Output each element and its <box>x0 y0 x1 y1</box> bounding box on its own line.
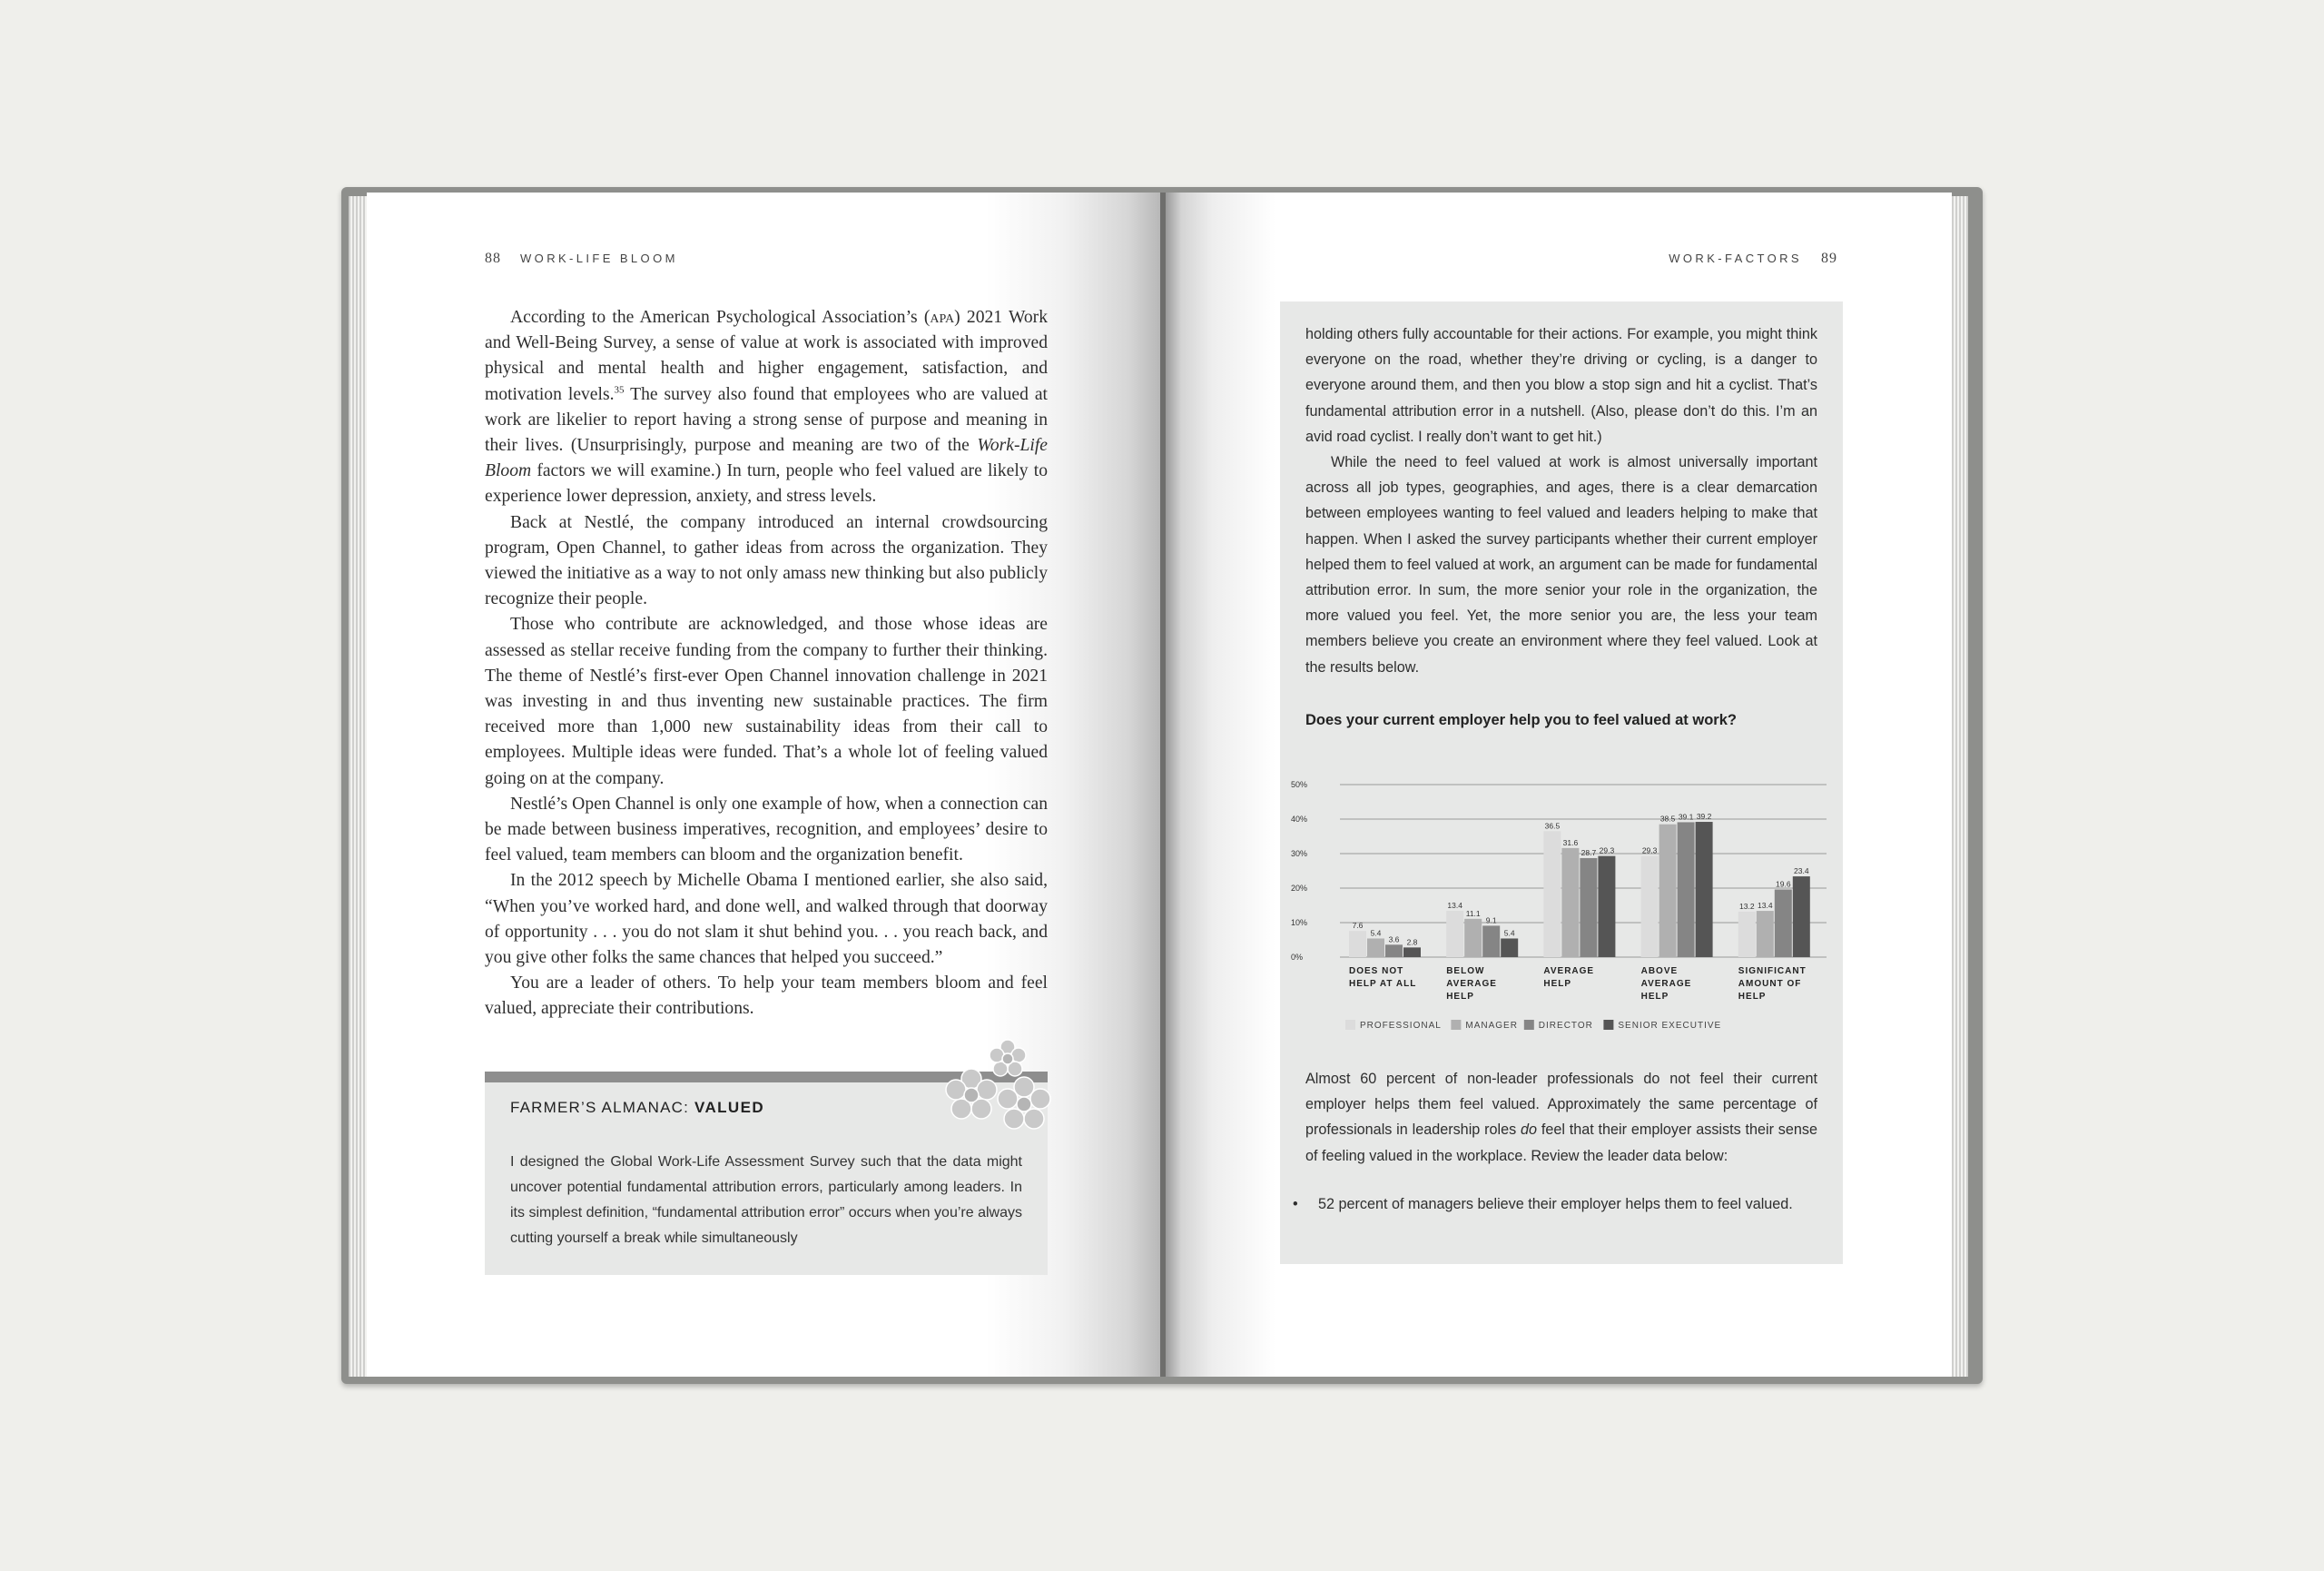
right-folio: 89 <box>1821 251 1837 266</box>
left-body-text <box>485 305 1048 1023</box>
y-tick-label: 50% <box>1291 780 1308 789</box>
sidebar-text: I designed the Global Work-Life Assessment Survey such that the data might uncover potential fundamental attribution errors, particularly among leaders. In its simplest definition, “fundamental attribution error” occurs when you’re always cutting yourself a break while simultaneously <box>510 1154 1022 1246</box>
bar <box>1501 938 1518 957</box>
data-label: 23.4 <box>1794 866 1809 876</box>
bar <box>1367 938 1384 957</box>
x-tick-label: SIGNIFICANT <box>1738 966 1807 976</box>
data-label: 39.1 <box>1678 812 1694 822</box>
x-tick-label: BELOW <box>1446 966 1485 976</box>
paragraph-1: According to the American Psychological Association’s (apa) 2021 Work and Well-Being Survey, a sense of value at work is associated with improved physical and mental health and higher engagement, satisfaction, and motivation levels.$^{35}$ The survey also found that employees who are valued at work are likelier to report having a strong sense of purpose and meaning in their lives. (Unsurprisingly, purpose and meaning are two of the Work-Life Bloom factors we will examine.) In turn, people who feel valued are likely to experience lower depression, anxiety, and stress levels. <box>485 308 1049 507</box>
bar <box>1580 858 1597 957</box>
data-label: 36.5 <box>1544 821 1561 831</box>
x-tick-label: AVERAGE <box>1446 979 1497 989</box>
legend-label: PROFESSIONAL <box>1360 1021 1442 1031</box>
paragraph-4: Nestlé’s Open Channel is only one example of how, when a connection can be made between business imperatives, recognition, and employees’ desire to feel valued, team members can bloom and the organization benefit. <box>485 794 1048 865</box>
right-running-head <box>1669 251 1837 267</box>
bar <box>1793 876 1810 957</box>
legend-swatch <box>1345 1020 1355 1030</box>
legend-swatch <box>1451 1020 1461 1030</box>
paragraph-2: Back at Nestlé, the company introduced an internal crowdsourcing program, Open Channel, to gather ideas from across the organization. They viewed the initiative as a way to not only amass new thinking but also publicly recognize their people. <box>485 512 1048 609</box>
data-label: 11.1 <box>1465 908 1481 918</box>
left-folio: 88 <box>485 251 501 266</box>
bar <box>1659 825 1677 957</box>
x-tick-label: HELP AT ALL <box>1349 979 1417 989</box>
paragraph-6: You are a leader of others. To help your team members bloom and feel valued, appreciate their contributions. <box>485 973 1048 1019</box>
y-tick-label: 30% <box>1291 849 1308 858</box>
data-label: 39.2 <box>1696 812 1712 822</box>
data-label: 5.4 <box>1503 928 1515 938</box>
left-running-head <box>485 251 678 267</box>
x-tick-label: AVERAGE <box>1640 979 1692 989</box>
flower-decoration-icon <box>933 1026 1060 1144</box>
x-tick-label: HELP <box>1738 992 1767 1002</box>
bar <box>1482 925 1500 957</box>
bar <box>1696 822 1713 957</box>
x-tick-label: AMOUNT OF <box>1738 979 1802 989</box>
bullet-item <box>1293 1191 1817 1217</box>
legend-label: DIRECTOR <box>1538 1021 1593 1031</box>
paragraph-5: In the 2012 speech by Michelle Obama I mentioned earlier, she also said, “When you’ve worked hard, and done well, and walked through that doorway of opportunity . . . you do not slam it shut behind you. . . you reach back, and you give other folks the same chances that helped you succeed.” <box>485 871 1048 968</box>
bar <box>1641 856 1659 957</box>
data-label: 7.6 <box>1352 921 1364 931</box>
legend-label: MANAGER <box>1465 1021 1518 1031</box>
data-label: 9.1 <box>1485 915 1497 925</box>
right-running-title: WORK-FACTORS <box>1669 252 1802 265</box>
bullet-symbol: • <box>1293 1196 1298 1212</box>
data-label: 19.6 <box>1776 879 1791 889</box>
bar <box>1598 856 1615 957</box>
y-tick-label: 10% <box>1291 918 1308 927</box>
data-label: 38.5 <box>1659 814 1676 824</box>
bar <box>1464 919 1482 957</box>
data-label: 29.3 <box>1641 845 1658 855</box>
data-label: 2.8 <box>1406 937 1418 947</box>
y-tick-label: 0% <box>1291 953 1304 962</box>
legend-label: SENIOR EXECUTIVE <box>1618 1021 1722 1031</box>
panel-text <box>1305 321 1817 680</box>
bar <box>1738 912 1756 957</box>
data-label: 13.4 <box>1758 901 1773 911</box>
y-tick-label: 40% <box>1291 815 1308 824</box>
panel-paragraph-3: Almost 60 percent of non-leader professionals do not feel their current employer helps them feel valued. Approximately the same percentage of professionals in leadership roles do feel that their employer assists their sense of feeling valued in the workplace. Review the leader data below: <box>1305 1071 1817 1164</box>
panel-paragraph-1: holding others fully accountable for their actions. For example, you might think everyone on the road, whether they’re driving or cycling, is a danger to everyone around them, and then you blow a stop sign and hit a cyclist. That’s fundamental attribution error in a nutshell. (Also, please don’t do this. I’m an avid road cyclist. I really don’t want to get hit.) <box>1305 326 1817 445</box>
bar <box>1403 947 1421 957</box>
data-label: 3.6 <box>1388 934 1400 944</box>
bar <box>1561 848 1579 957</box>
x-tick-label: AVERAGE <box>1543 966 1595 976</box>
data-label: 5.4 <box>1370 928 1382 938</box>
y-tick-label: 20% <box>1291 884 1308 893</box>
paragraph-3: Those who contribute are acknowledged, and those whose ideas are assessed as stellar receive funding from the company to further their thinking. The theme of Nestlé’s first-ever Open Channel innovation challenge in 2021 was investing in and thus inventing new sustainable practices. The firm received more than 1,000 new sustainability ideas from their call to employees. Multiple ideas were funded. That’s a whole lot of feeling valued going on at the company. <box>485 615 1048 788</box>
right-page <box>1166 193 1952 1377</box>
data-label: 13.2 <box>1739 901 1755 911</box>
sidebar-title: FARMER’S ALMANAC: VALUED <box>510 1099 765 1116</box>
data-label: 29.3 <box>1599 845 1615 855</box>
legend-swatch <box>1603 1020 1613 1030</box>
data-label: 28.7 <box>1581 847 1597 857</box>
bar <box>1775 890 1792 957</box>
left-running-title: WORK-LIFE BLOOM <box>520 252 678 265</box>
data-label: 31.6 <box>1562 837 1579 847</box>
bullet-text: 52 percent of managers believe their employer helps them to feel valued. <box>1318 1196 1793 1212</box>
x-tick-label: DOES NOT <box>1349 966 1404 976</box>
x-tick-label: HELP <box>1446 992 1474 1002</box>
bar <box>1678 822 1695 957</box>
page-edges-left <box>349 196 367 1377</box>
bar <box>1349 931 1366 957</box>
page-edges-right <box>1950 196 1968 1377</box>
x-tick-label: HELP <box>1543 979 1572 989</box>
data-label: 13.4 <box>1447 901 1462 911</box>
bar-chart <box>1289 756 1834 1055</box>
bar <box>1543 831 1561 957</box>
bar <box>1446 911 1463 957</box>
bar <box>1757 911 1774 957</box>
bar <box>1385 944 1403 957</box>
chart-title: Does your current employer help you to feel valued at work? <box>1305 712 1737 728</box>
left-page <box>367 193 1160 1377</box>
panel-paragraph-2: While the need to feel valued at work is almost universally important across all job types, geographies, and ages, there is a clear demarcation between employees wanting to feel valued and leaders helping to make that happen. When I asked the survey participants whether their current employer helped them to feel valued at work, an argument can be made for fundamental attribution error. In sum, the more senior your role in the organization, the more valued you feel. Yet, the more senior you are, the less your team members believe you create an environment where they feel valued. Look at the results below. <box>1305 454 1817 676</box>
sidebar-continued-panel <box>1280 301 1843 1264</box>
legend-swatch <box>1524 1020 1534 1030</box>
x-tick-label: HELP <box>1640 992 1669 1002</box>
x-tick-label: ABOVE <box>1640 966 1679 976</box>
